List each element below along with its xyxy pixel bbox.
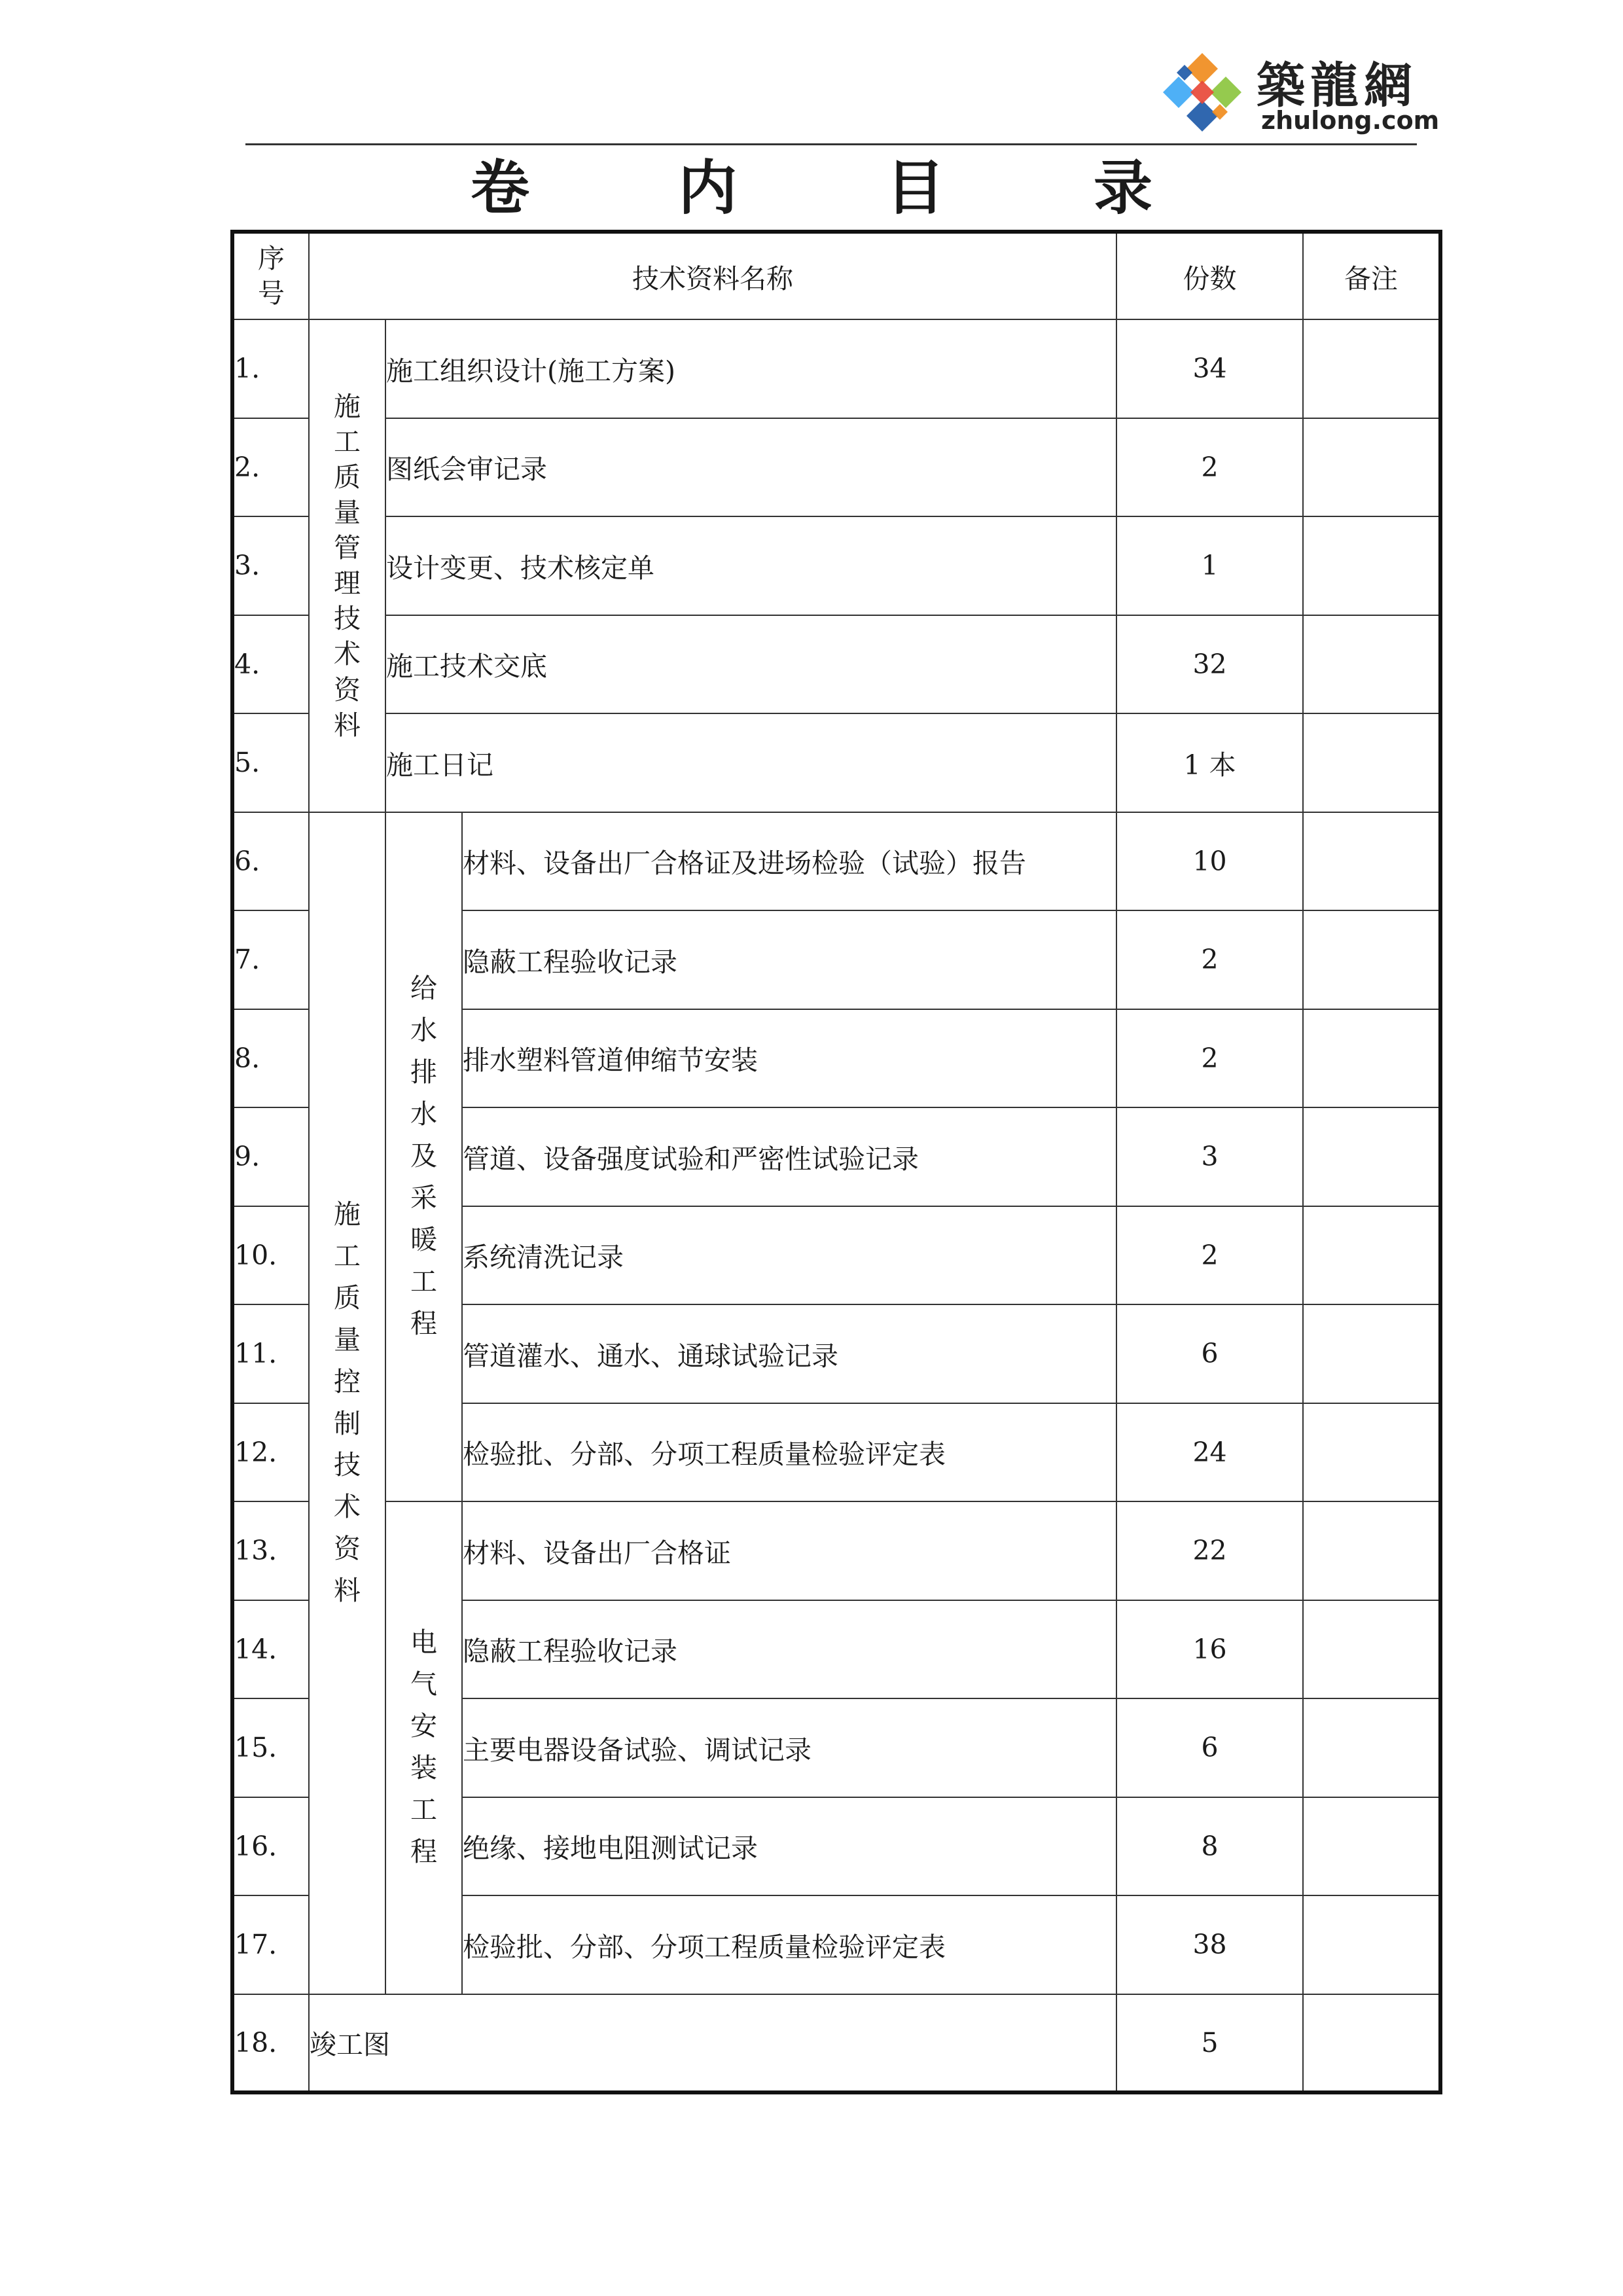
row-count: 10 xyxy=(1116,812,1303,911)
row-number: 15. xyxy=(232,1698,309,1797)
header-count: 份数 xyxy=(1116,232,1303,319)
row-name: 图纸会审记录 xyxy=(385,418,1116,517)
page-title: 卷 内 目 录 xyxy=(471,154,1217,223)
row-remark xyxy=(1303,1206,1440,1305)
row-name: 竣工图 xyxy=(309,1994,1116,2093)
row-number: 1. xyxy=(232,319,309,418)
row-name: 施工组织设计(施工方案) xyxy=(385,319,1116,418)
logo-diamond-center xyxy=(1190,81,1214,104)
row-remark xyxy=(1303,1501,1440,1600)
row-number: 16. xyxy=(232,1797,309,1896)
row-count: 8 xyxy=(1116,1797,1303,1896)
group-control: 施工质量控制技术资料 xyxy=(309,812,385,1994)
row-name: 排水塑料管道伸缩节安装 xyxy=(462,1009,1116,1108)
header-divider xyxy=(245,143,1417,145)
row-count: 2 xyxy=(1116,1206,1303,1305)
table-row xyxy=(232,713,1440,812)
row-count: 3 xyxy=(1116,1107,1303,1206)
row-number: 6. xyxy=(232,812,309,911)
header-name: 技术资料名称 xyxy=(309,232,1116,319)
group-electrical: 电气安装工程 xyxy=(385,1501,462,1994)
table-row xyxy=(232,1501,1440,1600)
row-number: 12. xyxy=(232,1403,309,1502)
row-number: 13. xyxy=(232,1501,309,1600)
row-count: 1 xyxy=(1116,516,1303,615)
row-count: 24 xyxy=(1116,1403,1303,1502)
row-remark xyxy=(1303,812,1440,911)
row-name: 材料、设备出厂合格证 xyxy=(462,1501,1116,1600)
row-count: 6 xyxy=(1116,1304,1303,1403)
row-number: 5. xyxy=(232,713,309,812)
group-management: 施工质量管理技术资料 xyxy=(309,319,385,812)
row-count: 32 xyxy=(1116,615,1303,714)
row-name: 绝缘、接地电阻测试记录 xyxy=(462,1797,1116,1896)
row-number: 9. xyxy=(232,1107,309,1206)
row-remark xyxy=(1303,1304,1440,1403)
row-name: 设计变更、技术核定单 xyxy=(385,516,1116,615)
header-remark: 备注 xyxy=(1303,232,1440,319)
row-name: 管道、设备强度试验和严密性试验记录 xyxy=(462,1107,1116,1206)
row-count: 16 xyxy=(1116,1600,1303,1699)
row-remark xyxy=(1303,516,1440,615)
row-name: 隐蔽工程验收记录 xyxy=(462,910,1116,1009)
row-count: 2 xyxy=(1116,910,1303,1009)
row-name: 施工技术交底 xyxy=(385,615,1116,714)
row-name: 检验批、分部、分项工程质量检验评定表 xyxy=(462,1895,1116,1994)
row-name: 施工日记 xyxy=(385,713,1116,812)
zhulong-logo xyxy=(1153,41,1440,139)
table-row xyxy=(232,319,1440,418)
group-plumbing: 给水排水及采暖工程 xyxy=(385,812,462,1502)
row-name: 系统清洗记录 xyxy=(462,1206,1116,1305)
row-remark xyxy=(1303,1698,1440,1797)
row-name: 检验批、分部、分项工程质量检验评定表 xyxy=(462,1403,1116,1502)
row-number: 2. xyxy=(232,418,309,517)
row-count: 5 xyxy=(1116,1994,1303,2093)
row-number: 7. xyxy=(232,910,309,1009)
row-remark xyxy=(1303,1403,1440,1502)
table-header-row xyxy=(232,232,1440,319)
row-remark xyxy=(1303,1895,1440,1994)
row-remark xyxy=(1303,910,1440,1009)
zhulong-logo-icon xyxy=(1153,43,1251,141)
logo-diamond-left xyxy=(1163,77,1194,108)
row-number: 8. xyxy=(232,1009,309,1108)
row-remark xyxy=(1303,1994,1440,2093)
row-number: 17. xyxy=(232,1895,309,1994)
row-name: 隐蔽工程验收记录 xyxy=(462,1600,1116,1699)
row-remark xyxy=(1303,1600,1440,1699)
row-name: 材料、设备出厂合格证及进场检验（试验）报告 xyxy=(462,812,1116,911)
table-row xyxy=(232,516,1440,615)
row-remark xyxy=(1303,319,1440,418)
row-number: 14. xyxy=(232,1600,309,1699)
row-remark xyxy=(1303,418,1440,517)
row-number: 18. xyxy=(232,1994,309,2093)
table-row xyxy=(232,1994,1440,2093)
row-number: 11. xyxy=(232,1304,309,1403)
table-row xyxy=(232,418,1440,517)
table-row xyxy=(232,615,1440,714)
logo-name-en: zhulong.com xyxy=(1261,106,1440,135)
row-remark xyxy=(1303,713,1440,812)
logo-name-cn: 築龍網 xyxy=(1257,58,1418,114)
row-number: 4. xyxy=(232,615,309,714)
row-remark xyxy=(1303,1107,1440,1206)
row-number: 10. xyxy=(232,1206,309,1305)
row-count: 2 xyxy=(1116,1009,1303,1108)
row-name: 管道灌水、通水、通球试验记录 xyxy=(462,1304,1116,1403)
logo-diamond-bottom xyxy=(1186,100,1218,132)
row-count: 6 xyxy=(1116,1698,1303,1797)
row-count: 1 本 xyxy=(1116,713,1303,812)
row-number: 3. xyxy=(232,516,309,615)
row-remark xyxy=(1303,615,1440,714)
row-remark xyxy=(1303,1009,1440,1108)
table-row xyxy=(232,812,1440,911)
row-name: 主要电器设备试验、调试记录 xyxy=(462,1698,1116,1797)
row-count: 22 xyxy=(1116,1501,1303,1600)
row-count: 34 xyxy=(1116,319,1303,418)
header-seq: 序号 xyxy=(232,232,309,319)
logo-diamond-right xyxy=(1210,77,1241,108)
logo-diamond-top xyxy=(1186,53,1218,84)
catalog-table xyxy=(230,230,1442,2094)
row-remark xyxy=(1303,1797,1440,1896)
row-count: 2 xyxy=(1116,418,1303,517)
row-count: 38 xyxy=(1116,1895,1303,1994)
